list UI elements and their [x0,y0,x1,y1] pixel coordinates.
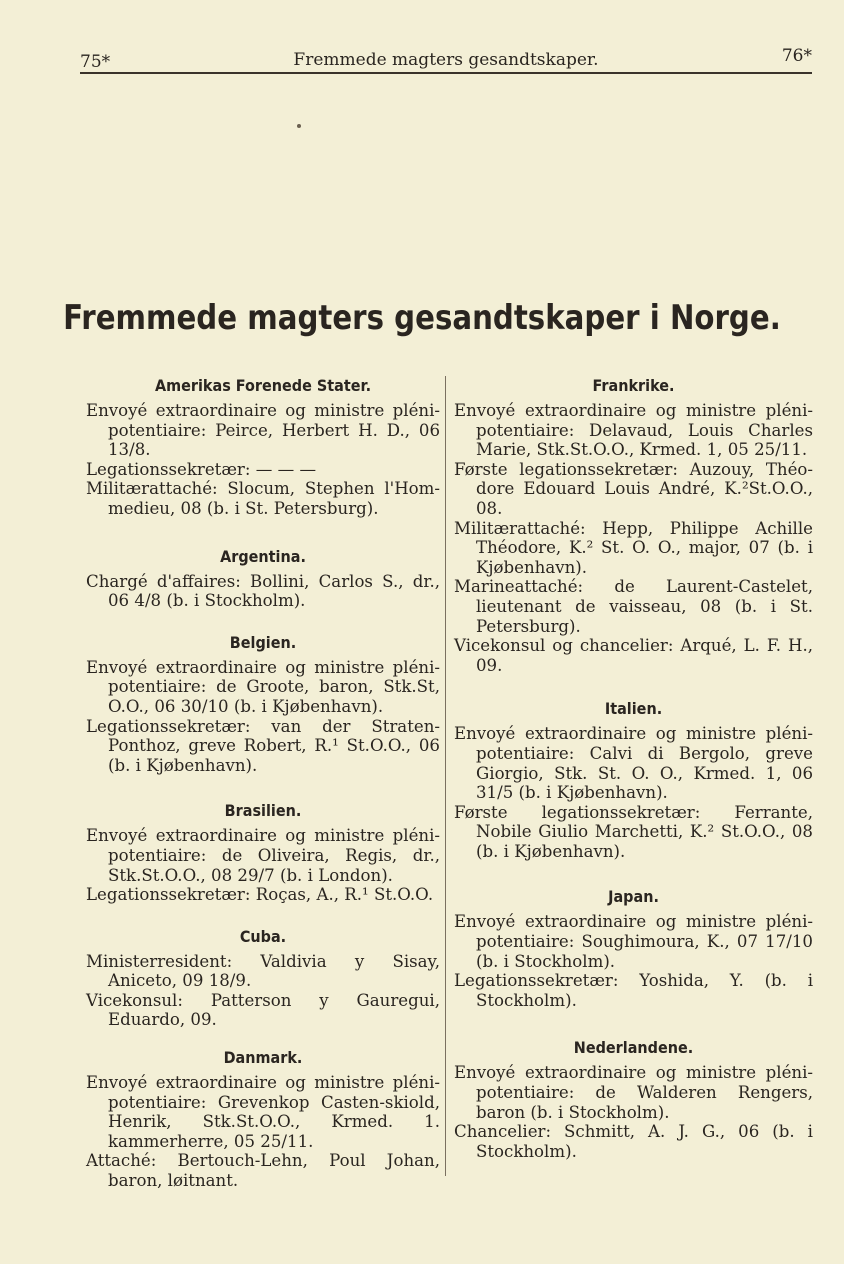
country-section [454,699,813,861]
left-column [86,376,440,1191]
country-heading: Frankrike. [592,376,675,395]
diplomat-entry: Envoyé extraordinaire og ministre pléni-potentiaire: Soughimoura, K., 07 17/10 (b. i Stockholm). [454,912,813,971]
diplomat-entry: Envoyé extraordinaire og ministre pléni-potentiaire: Grevenkop Casten-skiold, Henrik, Stk.St.O.O., Krmed. 1. kammerherre, 05 25/11. [86,1073,440,1151]
country-heading: Amerikas Forenede Stater. [154,376,372,395]
diplomat-entry: Første legationssekretær: Auzouy, Théo-dore Edouard Louis André, K.²St.O.O., 08. [454,459,813,518]
diplomat-entry: Militærattaché: Hepp, Philippe Achille Théodore, K.² St. O. O., major, 07 (b. i Kjøbenhavn). [454,518,813,577]
diplomat-entry: Legationssekretær: van der Straten-Ponthoz, greve Robert, R.¹ St.O.O., 06 (b. i Kjøbenhavn). [86,716,440,775]
diplomat-entry: Envoyé extraordinaire og ministre pléni-potentiaire: Delavaud, Louis Charles Marie, Stk.St.O.O., Krmed. 1, 05 25/11. [454,401,813,460]
page-number-left: 75* [80,52,111,72]
diplomat-entry: Envoyé extraordinaire og ministre pléni-potentiaire: de Walderen Rengers, baron (b. i Stockholm). [454,1063,813,1122]
main-title: Fremmede magters gesandtskaper i Norge. [63,298,781,338]
country-section [454,376,813,675]
country-section [454,887,813,1010]
country-section [86,633,440,776]
country-section [86,376,440,519]
country-heading: Danmark. [223,1048,303,1068]
country-heading: Belgien. [229,632,297,652]
header-rule [80,72,812,74]
diplomat-entry: Vicekonsul og chancelier: Arqué, L. F. H., 09. [454,636,813,675]
country-heading: Cuba. [239,926,287,946]
diplomat-entry: Envoyé extraordinaire og ministre pléni-potentiaire: Calvi di Bergolo, greve Giorgio, Stk. St. O. O., Krmed. 1, 06 31/5 (b. i Kjøbenhavn). [454,724,813,803]
country-heading: Nederlandene. [573,1038,694,1058]
country-section [454,1038,813,1161]
diplomat-entry: Envoyé extraordinaire og ministre pléni-potentiaire: Peirce, Herbert H. D., 06 13/8. [86,401,440,460]
running-header [80,46,812,74]
diplomat-entry: Envoyé extraordinaire og ministre pléni-potentiaire: de Oliveira, Regis, dr., Stk.St.O.O., 08 29/7 (b. i London). [86,826,440,885]
column-divider [445,376,446,1176]
diplomat-entry: Envoyé extraordinaire og ministre pléni-potentiaire: de Groote, baron, Stk.St, O.O., 06 30/10 (b. i Kjøbenhavn). [86,657,440,716]
country-heading: Argentina. [220,546,306,566]
country-heading: Brasilien. [224,801,302,821]
country-heading: Japan. [608,887,659,907]
diplomat-entry: Marineattaché: de Laurent-Castelet, lieutenant de vaisseau, 08 (b. i St. Petersburg). [454,577,813,636]
right-column [454,376,813,1161]
diplomat-entry: Chargé d'affaires: Bollini, Carlos S., dr., 06 4/8 (b. i Stockholm). [86,571,440,611]
print-speck [297,124,301,128]
diplomat-entry: Chancelier: Schmitt, A. J. G., 06 (b. i Stockholm). [454,1122,813,1161]
diplomat-entry: Første legationssekretær: Ferrante, Nobile Giulio Marchetti, K.² St.O.O., 08 (b. i Kjøbenhavn). [454,802,813,861]
country-heading: Italien. [604,699,663,719]
diplomat-entry: Vicekonsul: Patterson y Gauregui, Eduardo, 09. [86,990,440,1030]
diplomat-entry: Legationssekretær: — — — [86,459,317,479]
country-section [86,927,440,1030]
running-title: Fremmede magters gesandtskaper. [293,50,599,70]
diplomat-entry: Militærattaché: Slocum, Stephen l'Hom-medieu, 08 (b. i St. Petersburg). [86,479,440,518]
country-section [86,1048,440,1191]
diplomat-entry: Legationssekretær: Yoshida, Y. (b. i Stockholm). [454,971,813,1010]
diplomat-entry: Legationssekretær: Roças, A., R.¹ St.O.O. [86,885,434,905]
page-number-right: 76* [781,46,812,66]
country-section [86,801,440,904]
country-section [86,547,440,611]
diplomat-entry: Ministerresident: Valdivia y Sisay, Aniceto, 09 18/9. [86,951,440,991]
diplomat-entry: Attaché: Bertouch-Lehn, Poul Johan, baron, løitnant. [86,1151,440,1191]
